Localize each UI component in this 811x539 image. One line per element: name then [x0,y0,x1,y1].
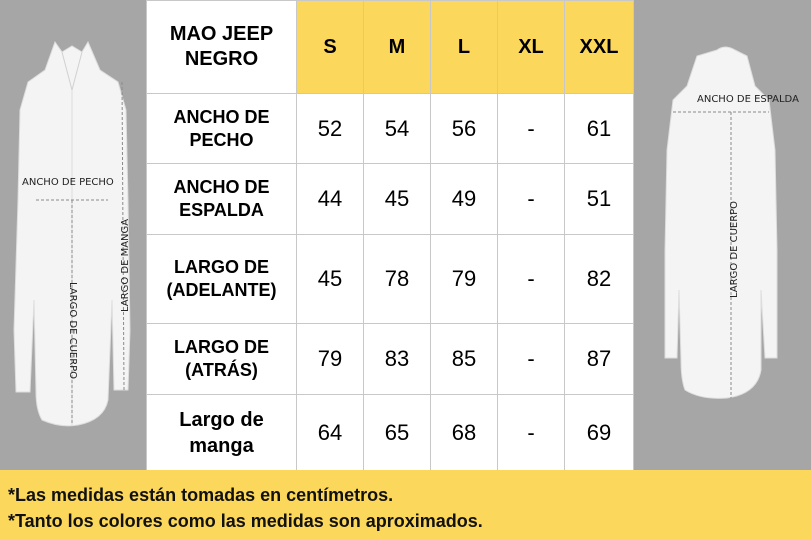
table-cell: - [498,324,565,395]
table-cell: 85 [431,324,498,395]
shirt-back-icon [635,0,811,470]
table-cell: 45 [297,235,364,324]
table-cell: 64 [297,395,364,471]
table-cell: - [498,235,565,324]
table-cell: 45 [364,164,431,235]
table-cell: 49 [431,164,498,235]
table-header-row [147,1,634,94]
size-header: L [431,1,498,94]
ancho-pecho-diagram-label: ANCHO DE PECHO [22,177,114,188]
table-cell: - [498,164,565,235]
table-cell: 87 [565,324,634,395]
table-row [147,395,634,471]
footer-notes [0,470,811,539]
shirt-back-illustration [635,0,811,470]
table-cell: 79 [297,324,364,395]
row-label: LARGO DE (ADELANTE) [147,235,297,324]
footer-note-units: *Las medidas están tomadas en centímetros. [8,485,394,505]
largo-cuerpo-back-diagram-label: LARGO DE CUERPO [729,200,740,298]
table-row [147,164,634,235]
size-chart-table [146,0,634,471]
row-label: Largo de manga [147,395,297,471]
largo-cuerpo-front-diagram-label: LARGO DE CUERPO [67,282,78,380]
table-row [147,324,634,395]
size-header: XL [498,1,565,94]
size-header: M [364,1,431,94]
shirt-front-illustration [0,0,146,470]
table-cell: - [498,94,565,164]
table-cell: 79 [431,235,498,324]
table-cell: 83 [364,324,431,395]
ancho-espalda-diagram-label: ANCHO DE ESPALDA [697,94,799,105]
row-label: ANCHO DE PECHO [147,94,297,164]
table-cell: 65 [364,395,431,471]
largo-manga-diagram-label: LARGO DE MANGA [120,218,131,312]
table-cell: 61 [565,94,634,164]
table-cell: 52 [297,94,364,164]
table-cell: 82 [565,235,634,324]
table-row [147,94,634,164]
table-cell: 78 [364,235,431,324]
row-label: LARGO DE (ATRÁS) [147,324,297,395]
size-header: S [297,1,364,94]
table-cell: 69 [565,395,634,471]
product-title: MAO JEEP NEGRO [147,1,297,94]
footer-note-approximate: *Tanto los colores como las medidas son aproximados. [8,511,483,531]
table-cell: 51 [565,164,634,235]
shirt-front-icon [0,0,146,470]
row-label: ANCHO DE ESPALDA [147,164,297,235]
size-header: XXL [565,1,634,94]
table-cell: 54 [364,94,431,164]
table-cell: - [498,395,565,471]
table-row [147,235,634,324]
table-cell: 68 [431,395,498,471]
table-cell: 56 [431,94,498,164]
table-cell: 44 [297,164,364,235]
